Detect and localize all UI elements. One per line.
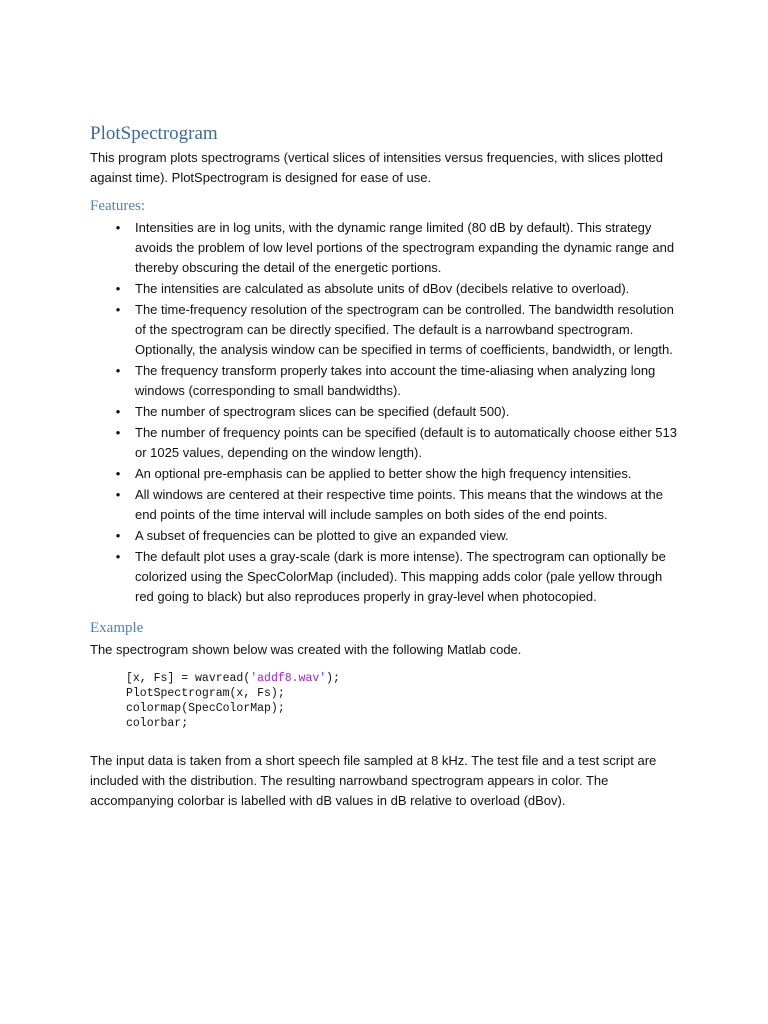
feature-text: The number of frequency points can be specified (default is to automatically choose either 513 or 1025 values, depending on the window length). xyxy=(135,425,677,460)
feature-text: The time-frequency resolution of the spectrogram can be controlled. The bandwidth resolution of the spectrogram can be directly specified. The default is a narrowband spectrogram. Optionally, the analysis window can be specified in terms of coefficients, bandwidth, or length. xyxy=(135,302,674,357)
feature-item xyxy=(90,402,680,422)
feature-item xyxy=(90,218,680,278)
bullet-icon: • xyxy=(115,466,121,481)
feature-text: An optional pre-emphasis can be applied to better show the high frequency intensities. xyxy=(135,466,632,481)
feature-item xyxy=(90,423,680,463)
page-title: PlotSpectrogram xyxy=(90,123,218,144)
feature-item xyxy=(90,547,680,607)
code-line xyxy=(126,671,680,686)
feature-text: All windows are centered at their respective time points. This means that the windows at the end points of the time interval will include samples on both sides of the end points. xyxy=(135,487,663,522)
feature-text: Intensities are in log units, with the dynamic range limited (80 dB by default). This strategy avoids the problem of low level portions of the spectrogram expanding the dynamic range and thereby obscuring the detail of the energetic portions. xyxy=(135,220,675,275)
bullet-icon: • xyxy=(115,487,121,502)
feature-item xyxy=(90,485,680,525)
code-text: [x, Fs] = wavread( xyxy=(126,672,251,685)
bullet-icon: • xyxy=(115,363,121,378)
bullet-icon: • xyxy=(115,220,121,235)
bullet-icon: • xyxy=(115,302,121,317)
feature-text: The default plot uses a gray-scale (dark is more intense). The spectrogram can optionally be colorized using the SpecColorMap (included). This mapping adds color (pale yellow through red going to black) but also reproduces properly in gray-level when photocopied. xyxy=(135,549,666,604)
outro-paragraph: The input data is taken from a short speech file sampled at 8 kHz. The test file and a test script are included with the distribution. The resulting narrowband spectrogram appears in color. The accompanying colorbar is labelled with dB values in dB relative to overload (dBov). xyxy=(90,753,657,808)
feature-item xyxy=(90,300,680,360)
bullet-icon: • xyxy=(115,425,121,440)
code-block xyxy=(90,671,680,731)
code-line: PlotSpectrogram(x, Fs); xyxy=(126,687,285,700)
code-line: colorbar; xyxy=(126,717,189,730)
code-string: 'addf8.wav' xyxy=(250,672,327,685)
feature-item xyxy=(90,464,680,484)
example-heading: Example xyxy=(90,620,144,636)
feature-item xyxy=(90,361,680,401)
features-list xyxy=(90,218,680,607)
bullet-icon: • xyxy=(115,528,121,543)
code-line: colormap(SpecColorMap); xyxy=(126,702,285,715)
bullet-icon: • xyxy=(115,549,121,564)
feature-item xyxy=(90,526,680,546)
example-intro-paragraph: The spectrogram shown below was created with the following Matlab code. xyxy=(90,642,522,657)
feature-text: The intensities are calculated as absolute units of dBov (decibels relative to overload). xyxy=(135,281,630,296)
bullet-icon: • xyxy=(115,281,121,296)
bullet-icon: • xyxy=(115,404,121,419)
feature-text: The number of spectrogram slices can be specified (default 500). xyxy=(135,404,510,419)
code-text: ); xyxy=(326,672,340,685)
feature-text: A subset of frequencies can be plotted to give an expanded view. xyxy=(135,528,509,543)
intro-paragraph: This program plots spectrograms (vertical slices of intensities versus frequencies, with slices plotted against time). PlotSpectrogram is designed for ease of use. xyxy=(90,150,663,185)
feature-item xyxy=(90,279,680,299)
features-heading: Features: xyxy=(90,198,145,214)
document-content xyxy=(90,122,680,811)
feature-text: The frequency transform properly takes into account the time-aliasing when analyzing long windows (corresponding to small bandwidths). xyxy=(135,363,656,398)
